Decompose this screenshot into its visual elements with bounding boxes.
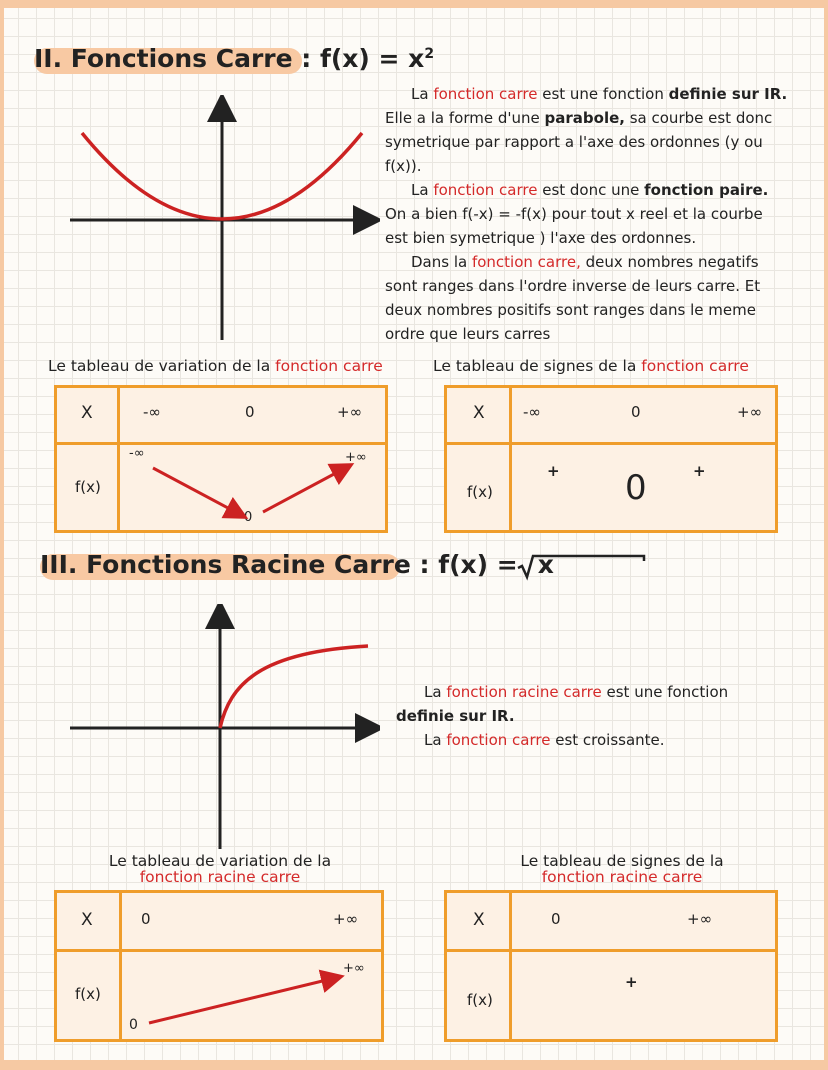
x-value: 0 [141, 910, 151, 928]
f-label: f(x) [75, 985, 101, 1003]
f-value: 0 [129, 1017, 138, 1033]
page-border-top [0, 0, 828, 8]
x-value: 0 [245, 403, 255, 421]
sign-plus: + [625, 973, 638, 991]
sign-plus: + [547, 462, 560, 480]
section-2-sign-table [444, 385, 778, 533]
variation-arrows [57, 893, 381, 1039]
page-border-bottom [0, 1060, 828, 1070]
f-value: +∞ [343, 961, 365, 976]
x-value: +∞ [737, 403, 763, 421]
f-value: -∞ [129, 446, 145, 461]
variation-arrows [57, 388, 385, 530]
f-value: +∞ [345, 450, 367, 465]
x-value: -∞ [523, 403, 541, 421]
section-3-variation-caption: Le tableau de variation de la fonction racine carre [108, 852, 332, 886]
f-label: f(x) [75, 478, 101, 496]
x-value: +∞ [687, 910, 713, 928]
section-2-description: La fonction carre est une fonction definie sur IR. Elle a la forme d'une parabole, sa courbe est donc symetrique par rapport a l'axe des ordonnes (y ou f(x)). La fonction carre est donc une fonction paire. On a bien f(-x) = -f(x) pour tout x reel et la courbe est bien symetrique ) l'axe des ordonnes. Dans la fonction carre, deux nombres negatifs sont ranges dans l'ordre inverse de leurs carre. Et deux nombres positifs sont ranges dans le meme ordre que leurs carres [385, 85, 788, 343]
section-2-variation-caption: Le tableau de variation de la fonction carre [48, 357, 383, 375]
f-label: f(x) [467, 483, 493, 501]
decreasing-arrow [153, 468, 243, 516]
section-2-sign-caption: Le tableau de signes de la fonction carre [433, 357, 749, 375]
x-label: X [81, 910, 93, 930]
page-border-right [824, 0, 828, 1070]
x-value: 0 [631, 403, 641, 421]
square-root-symbol [516, 550, 646, 582]
sign-zero: 0 [625, 468, 647, 508]
f-label: f(x) [467, 991, 493, 1009]
sign-plus: + [693, 462, 706, 480]
x-label: X [473, 910, 485, 930]
page-border-left [0, 0, 4, 1070]
section-3-sign-caption: Le tableau de signes de la fonction racine carre [520, 852, 724, 886]
increasing-arrow [149, 977, 339, 1023]
section-3-title: III. Fonctions Racine Carre : f(x) = x [40, 550, 554, 579]
increasing-arrow [263, 466, 349, 512]
x-label: X [473, 403, 485, 423]
x-value: +∞ [333, 910, 359, 928]
x-value: 0 [551, 910, 561, 928]
square-root-curve [220, 646, 368, 728]
square-root-graph [60, 604, 380, 854]
x-value: +∞ [337, 403, 363, 421]
parabola-graph [60, 95, 380, 345]
section-3-description: La fonction racine carre est une fonction definie sur IR. La fonction carre est croissante. [396, 683, 729, 749]
section-2-title: II. Fonctions Carre : $f(x) = x^2$ [34, 44, 435, 73]
section-3-sign-table [444, 890, 778, 1042]
section-2-variation-table [54, 385, 388, 533]
x-value: -∞ [143, 403, 161, 421]
section-3-variation-table [54, 890, 384, 1042]
x-label: X [81, 403, 93, 423]
f-value: 0 [244, 510, 253, 525]
